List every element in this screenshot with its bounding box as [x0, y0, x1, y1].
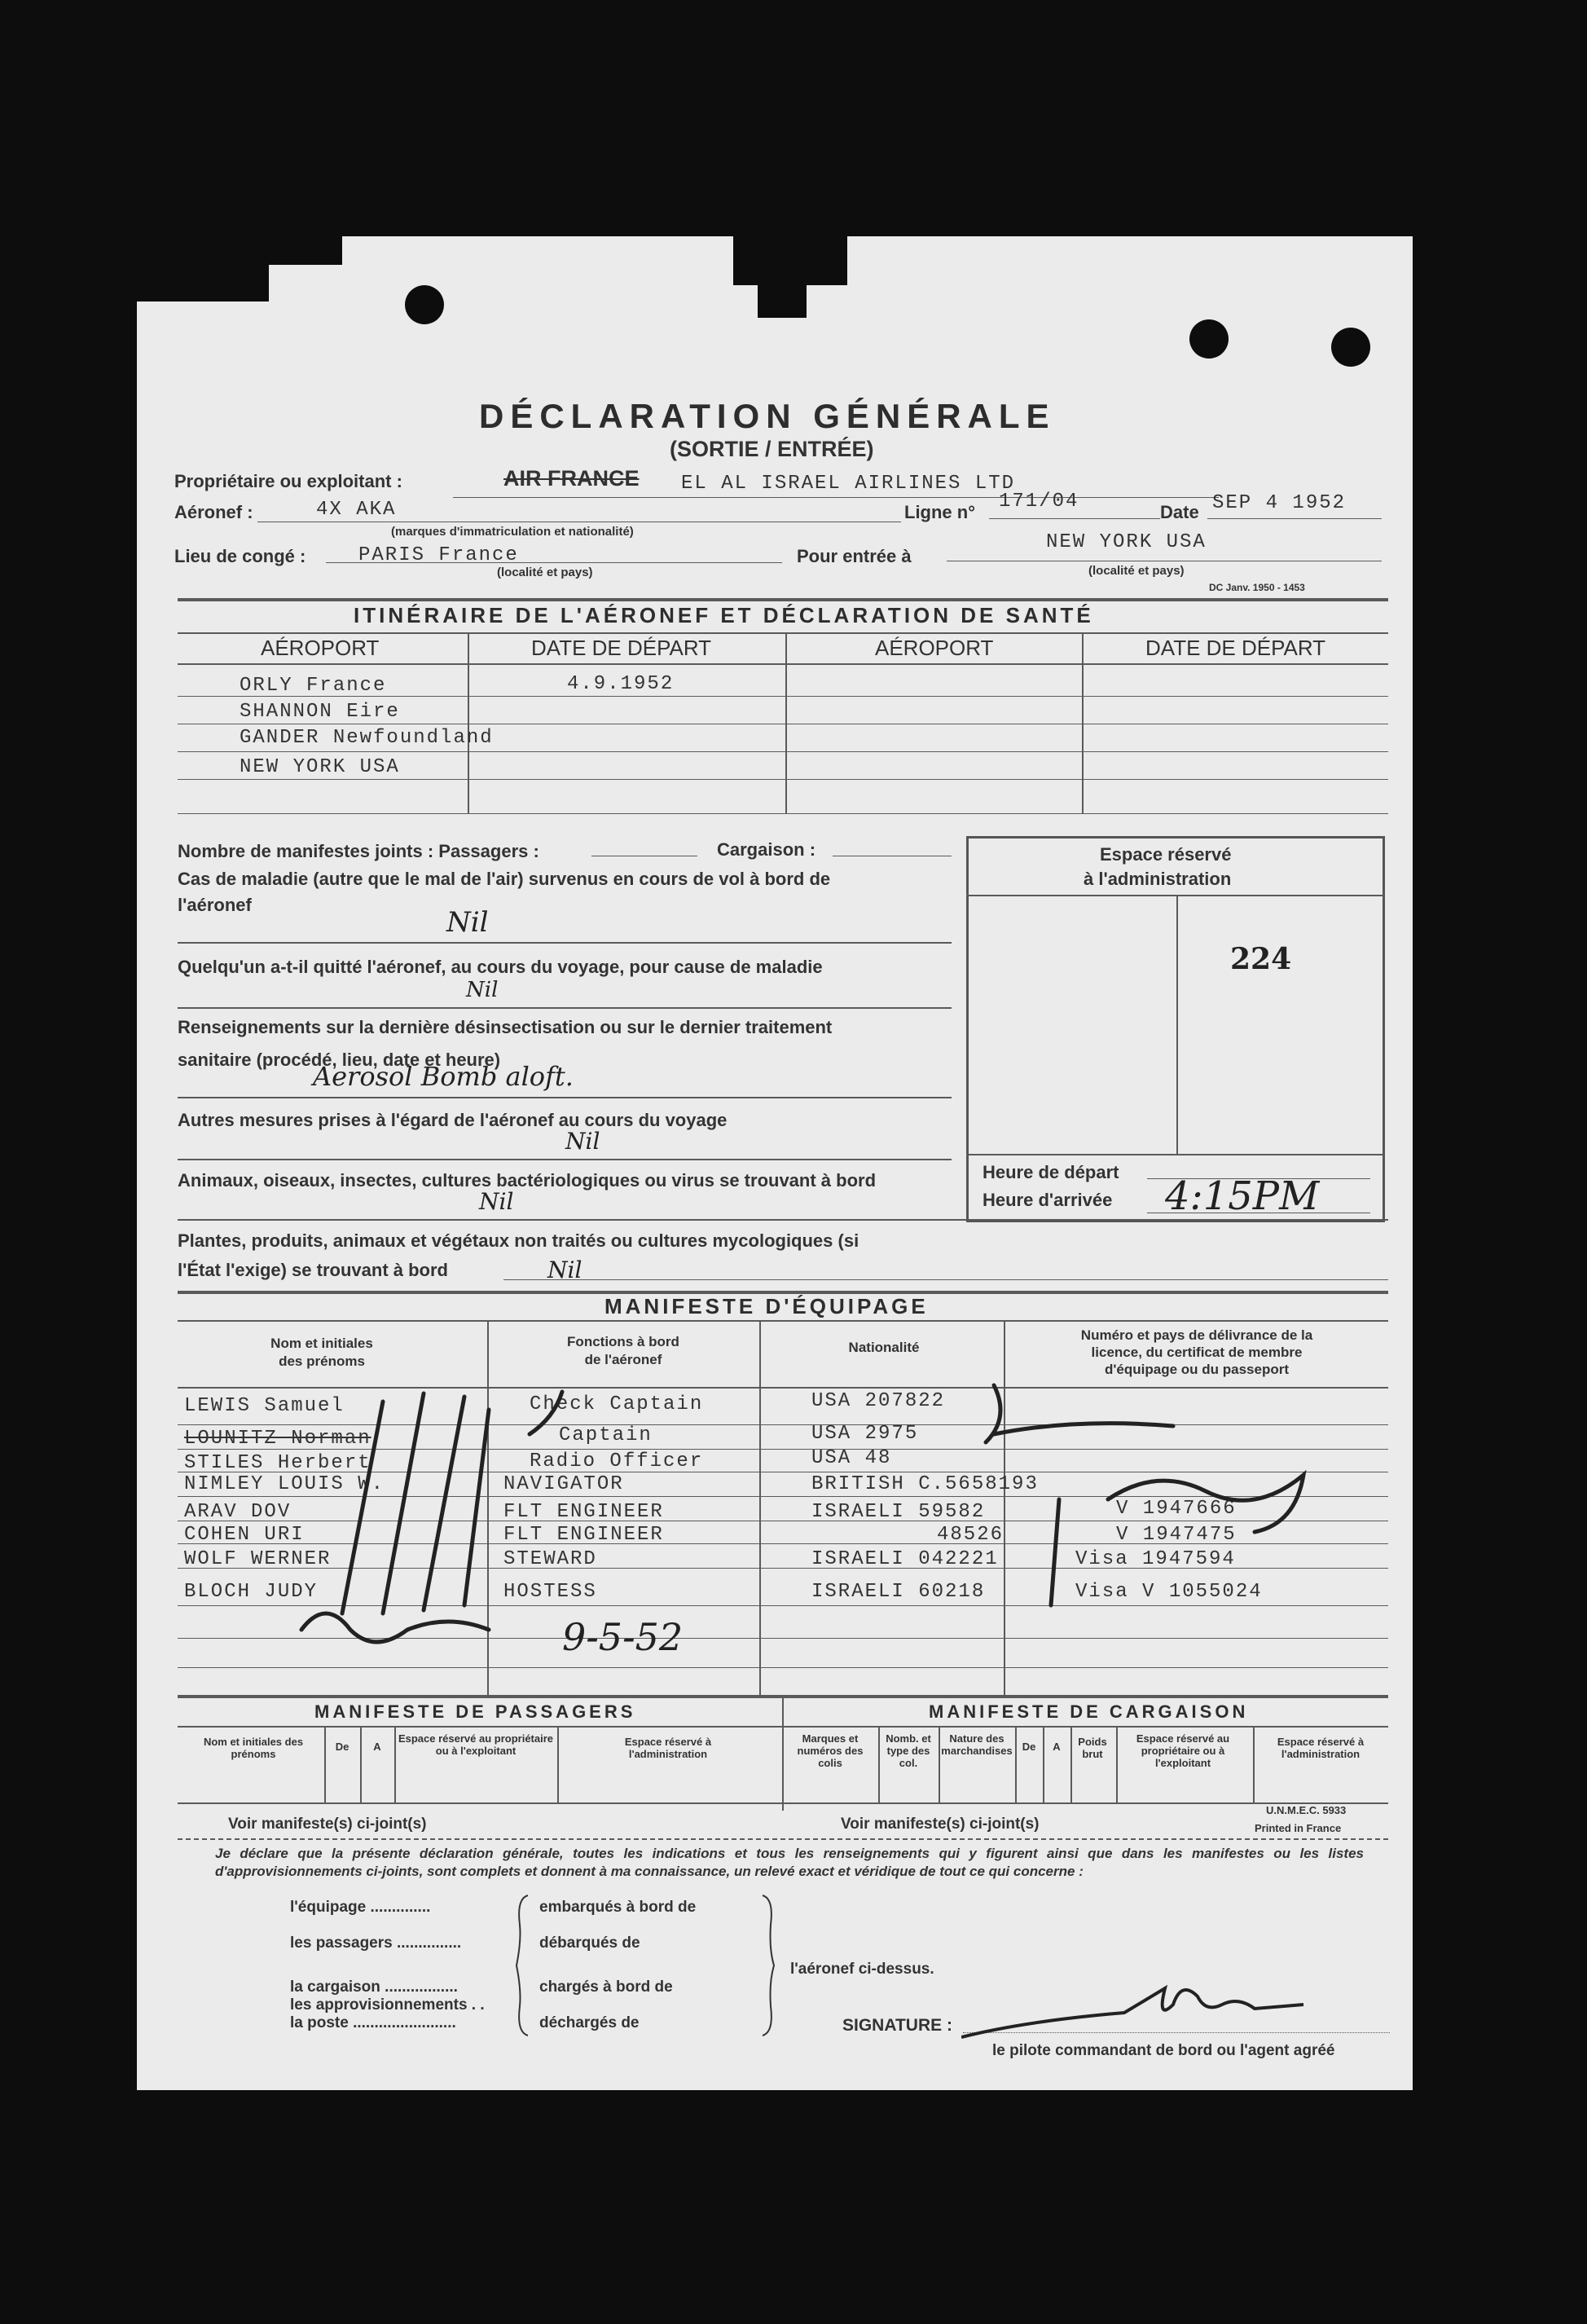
aircraft-value: 4X AKA	[316, 499, 397, 521]
signer-role: le pilote commandant de bord ou l'agent agréé	[992, 2042, 1335, 2059]
itinerary-airport-3: GANDER Newfoundland	[240, 727, 494, 749]
crew-row-2-name: LOUNITZ Norman	[184, 1428, 371, 1450]
field-underline	[989, 518, 1160, 519]
crew-row-1-name: LEWIS Samuel	[184, 1395, 345, 1417]
itinerary-col-airport: AÉROPORT	[261, 636, 380, 660]
itinerary-col-airport-2: AÉROPORT	[875, 636, 994, 660]
field-underline	[503, 1279, 1388, 1280]
table-col-rule	[468, 632, 469, 813]
crew-row-8-function: HOSTESS	[503, 1581, 597, 1603]
q3-answer: Aerosol Bomb aloft.	[313, 1061, 574, 1092]
crew-row-5-name: ARAV DOV	[184, 1501, 292, 1523]
owner-label: Propriétaire ou exploitant :	[174, 471, 402, 491]
field-underline	[1207, 518, 1382, 519]
cargo-col-nature: Nature des marchandises	[941, 1732, 1013, 1757]
table-col-rule	[324, 1726, 326, 1802]
passengers-col-de: De	[335, 1741, 349, 1753]
crew-col-name-1: Nom et initiales	[270, 1336, 373, 1351]
crew-row-6-nationality: 48526	[937, 1524, 1005, 1546]
crew-row-6-licence: V 1947475	[1116, 1524, 1237, 1546]
crew-row-7-function: STEWARD	[503, 1548, 597, 1570]
crew-row-6-name: COHEN URI	[184, 1524, 305, 1546]
departure-place-note: (localité et pays)	[497, 566, 593, 579]
table-col-rule	[557, 1726, 559, 1802]
crew-row-1-function: Check Captain	[530, 1393, 704, 1415]
q4-other-measures: Autres mesures prises à l'égard de l'aéronef au cours du voyage	[178, 1110, 728, 1130]
decl-embarked: embarqués à bord de	[539, 1899, 697, 1916]
punch-hole-icon	[1189, 319, 1229, 359]
cargo-col-a: A	[1053, 1741, 1061, 1753]
departure-place-label: Lieu de congé :	[174, 546, 306, 566]
decl-mail: la poste ........................	[290, 2014, 456, 2031]
torn-edge	[269, 232, 342, 265]
cargo-col-owner: Espace réservé au propriétaire ou à l'exploitant	[1136, 1732, 1230, 1769]
manifests-label: Nombre de manifestes joints : Passagers :	[178, 841, 539, 861]
crew-col-name	[253, 1335, 391, 1371]
q3-disinsection-line1: Renseignements sur la dernière désinsectisation ou sur le dernier traitement	[178, 1017, 833, 1037]
crew-row-2-function: Captain	[559, 1424, 653, 1446]
date-label: Date	[1160, 502, 1199, 522]
cargo-count-label: Cargaison :	[717, 839, 816, 860]
page-title: DÉCLARATION GÉNÉRALE	[479, 397, 1056, 435]
date-value: SEP 4 1952	[1212, 492, 1347, 514]
field-underline	[178, 942, 952, 944]
departure-time-label: Heure de départ	[983, 1162, 1119, 1182]
field-underline	[326, 562, 782, 563]
crew-row-7-name: WOLF WERNER	[184, 1548, 332, 1570]
field-underline	[178, 1007, 952, 1009]
scribble-stroke	[1108, 1475, 1303, 1532]
itinerary-col-date-2: DATE DE DÉPART	[1145, 636, 1326, 660]
admin-box-title-2: à l'administration	[1084, 869, 1232, 889]
declaration-text: Je déclare que la présente déclaration générale, toutes les indications et tous les renseignements qui y figurent ainsi que dans les manifestes ou les listes d'approvisionnements ci-joints, sont complets et donnent à ma connaissance, un relevé exact et véridique de tout ce qui concerne :	[215, 1846, 1364, 1879]
table-col-rule	[360, 1726, 362, 1802]
crew-row-1-nationality: USA 207822	[811, 1390, 946, 1412]
crew-row-8-licence: Visa V 1055024	[1075, 1581, 1263, 1603]
q1-illness-line1: Cas de maladie (autre que le mal de l'air) survenus en cours de vol à bord de	[178, 869, 831, 889]
torn-edge	[130, 232, 269, 302]
entry-note: (localité et pays)	[1088, 564, 1185, 578]
itinerary-heading: ITINÉRAIRE DE L'AÉRONEF ET DÉCLARATION DE SANTÉ	[354, 603, 1094, 627]
table-rule	[178, 751, 1388, 752]
cargo-col-de: De	[1022, 1741, 1036, 1753]
tally-strokes	[342, 1393, 489, 1613]
crew-row-3-name: STILES Herbert	[184, 1452, 371, 1474]
signature-label: SIGNATURE :	[842, 2016, 952, 2035]
arrival-time-value: 4:15PM	[1165, 1173, 1320, 1219]
page-subtitle: (SORTIE / ENTRÉE)	[670, 437, 874, 461]
admin-box-rule	[966, 895, 1385, 896]
table-rule	[178, 1667, 1388, 1668]
q2-left-aircraft: Quelqu'un a-t-il quitté l'aéronef, au cours du voyage, pour cause de maladie	[178, 957, 823, 977]
crew-row-2-nationality: USA 2975	[811, 1423, 919, 1445]
crew-col-licence-1: Numéro et pays de délivrance de la	[1080, 1327, 1313, 1343]
crew-row-4-function: NAVIGATOR	[503, 1473, 624, 1495]
passengers-col-owner: Espace réservé au propriétaire ou à l'exploitant	[398, 1732, 554, 1757]
decl-disembarked: débarqués de	[539, 1934, 640, 1952]
crew-col-nationality: Nationalité	[848, 1340, 920, 1355]
decl-supplies: les approvisionnements . .	[290, 1996, 485, 2014]
crew-col-licence-3: d'équipage ou du passeport	[1104, 1362, 1289, 1377]
crew-row-7-nationality: ISRAELI 042221	[811, 1548, 999, 1570]
aircraft-note: (marques d'immatriculation et nationalité)	[391, 525, 634, 539]
decl-cargo: la cargaison .................	[290, 1978, 458, 1996]
crew-row-4-nationality: BRITISH C.5658193	[811, 1473, 1039, 1495]
field-underline	[178, 1097, 952, 1098]
field-underline	[453, 497, 1219, 498]
table-col-rule	[785, 632, 787, 813]
crew-row-8-name: BLOCH JUDY	[184, 1581, 319, 1603]
bracket-stroke	[530, 1392, 562, 1434]
crew-row-4-name: NIMLEY LOUIS W.	[184, 1473, 385, 1495]
admin-box-title-1: Espace réservé	[1100, 844, 1232, 865]
form-stamp: U.N.M.E.C. 5933	[1266, 1804, 1347, 1816]
departure-place-value: PARIS France	[358, 544, 519, 566]
crew-row-3-function: Radio Officer	[530, 1450, 704, 1472]
crew-col-function-1: Fonctions à bord	[567, 1334, 679, 1349]
aircraft-label: Aéronef :	[174, 502, 253, 522]
cargo-footer: Voir manifeste(s) ci-joint(s)	[841, 1816, 1040, 1833]
line-label: Ligne n°	[904, 502, 976, 522]
brace-icon	[758, 1892, 777, 2039]
q3-disinsection-line2: sanitaire (procédé, lieu, date et heure)	[178, 1050, 501, 1070]
itinerary-col-date: DATE DE DÉPART	[531, 636, 712, 660]
q1-answer: Nil	[446, 906, 489, 939]
crew-col-function-2: de l'aéronef	[584, 1352, 662, 1367]
entry-label: Pour entrée à	[797, 546, 912, 566]
crew-row-5-function: FLT ENGINEER	[503, 1501, 664, 1523]
itinerary-airport-1: ORLY France	[240, 675, 387, 697]
table-rule	[178, 632, 1388, 634]
passengers-footer: Voir manifeste(s) ci-joint(s)	[228, 1816, 427, 1833]
q5-answer: Nil	[479, 1188, 514, 1215]
crew-row-6-function: FLT ENGINEER	[503, 1524, 664, 1546]
line-value: 171/04	[999, 491, 1079, 513]
table-col-rule	[394, 1726, 396, 1802]
crew-row-7-licence: Visa 1947594	[1075, 1548, 1236, 1570]
section-rule	[178, 1838, 1388, 1840]
printed-in: Printed in France	[1255, 1822, 1342, 1834]
torn-edge	[758, 277, 807, 318]
decl-crew: l'équipage ..............	[290, 1899, 431, 1916]
table-rule	[178, 1726, 1388, 1728]
arrival-time-label: Heure d'arrivée	[983, 1190, 1113, 1210]
itinerary-airport-4: NEW YORK USA	[240, 756, 400, 778]
passengers-heading: MANIFESTE DE PASSAGERS	[314, 1701, 636, 1722]
q4-answer: Nil	[565, 1128, 600, 1155]
crew-col-name-2: des prénoms	[279, 1353, 365, 1369]
admin-box-rule	[966, 1154, 1385, 1155]
table-rule	[178, 1802, 1388, 1804]
section-divider	[782, 1697, 784, 1811]
punch-hole-icon	[1331, 328, 1370, 367]
decl-aircraft: l'aéronef ci-dessus.	[790, 1961, 934, 1978]
decl-passengers: les passagers ...............	[290, 1934, 462, 1952]
crew-row-8-nationality: ISRAELI 60218	[811, 1581, 986, 1603]
margin-stroke	[1051, 1499, 1059, 1605]
crew-col-function	[530, 1333, 717, 1369]
passengers-col-a: A	[373, 1741, 381, 1753]
itinerary-airport-2: SHANNON Eire	[240, 701, 400, 723]
crew-row-5-licence: V 1947666	[1116, 1498, 1237, 1520]
table-col-rule	[1043, 1726, 1044, 1802]
q1-illness-line2: l'aéronef	[178, 895, 252, 915]
q6-answer: Nil	[547, 1257, 582, 1283]
crew-heading: MANIFESTE D'ÉQUIPAGE	[604, 1294, 929, 1318]
section-rule	[178, 598, 1388, 601]
table-rule	[178, 1320, 1388, 1322]
crew-row-3-nationality: USA 48	[811, 1447, 892, 1469]
table-rule	[178, 663, 1388, 665]
handwritten-date: 9-5-52	[562, 1615, 684, 1659]
brace-icon	[513, 1892, 533, 2039]
form-reference: DC Janv. 1950 - 1453	[1209, 582, 1305, 593]
crew-row-5-nationality: ISRAELI 59582	[811, 1501, 986, 1523]
admin-number: 224	[1230, 942, 1292, 976]
q2-answer: Nil	[466, 978, 499, 1002]
field-underline	[178, 1159, 952, 1160]
crew-col-licence-2: licence, du certificat de membre	[1091, 1345, 1303, 1360]
q6-plants-line2: l'État l'exige) se trouvant à bord	[178, 1260, 448, 1280]
cargo-col-admin: Espace réservé à l'administration	[1277, 1736, 1365, 1760]
q5-animals: Animaux, oiseaux, insectes, cultures bactériologiques ou virus se trouvant à bord	[178, 1170, 877, 1191]
decl-loaded: chargés à bord de	[539, 1978, 673, 1996]
cargo-heading: MANIFESTE DE CARGAISON	[929, 1701, 1249, 1722]
cargo-col-count: Nomb. et type des col.	[886, 1732, 931, 1769]
owner-printed-value: AIR FRANCE	[503, 466, 640, 491]
cargo-col-marks: Marques et numéros des colis	[797, 1732, 864, 1769]
handwritten-marks	[293, 1369, 1320, 1662]
punch-hole-icon	[405, 285, 444, 324]
table-col-rule	[1015, 1726, 1017, 1802]
passengers-col-name: Nom et initiales des prénoms	[203, 1736, 304, 1760]
itinerary-date-1: 4.9.1952	[567, 673, 675, 695]
decl-unloaded: déchargés de	[539, 2014, 640, 2031]
signature-icon	[961, 1964, 1336, 2053]
passengers-col-admin: Espace réservé à l'administration	[624, 1736, 712, 1760]
q6-plants-line1: Plantes, produits, animaux et végétaux non traités ou cultures mycologiques (si	[178, 1230, 859, 1251]
table-rule	[178, 813, 1388, 814]
admin-box-rule	[1176, 895, 1178, 1154]
table-col-rule	[1082, 632, 1084, 813]
table-rule	[178, 779, 1388, 780]
owner-value: EL AL ISRAEL AIRLINES LTD	[681, 473, 1016, 495]
cargo-col-weight: Poids brut	[1078, 1736, 1107, 1760]
scribble-stroke	[986, 1385, 1173, 1442]
entry-value: NEW YORK USA	[1046, 531, 1207, 553]
initials-stroke	[301, 1613, 489, 1642]
